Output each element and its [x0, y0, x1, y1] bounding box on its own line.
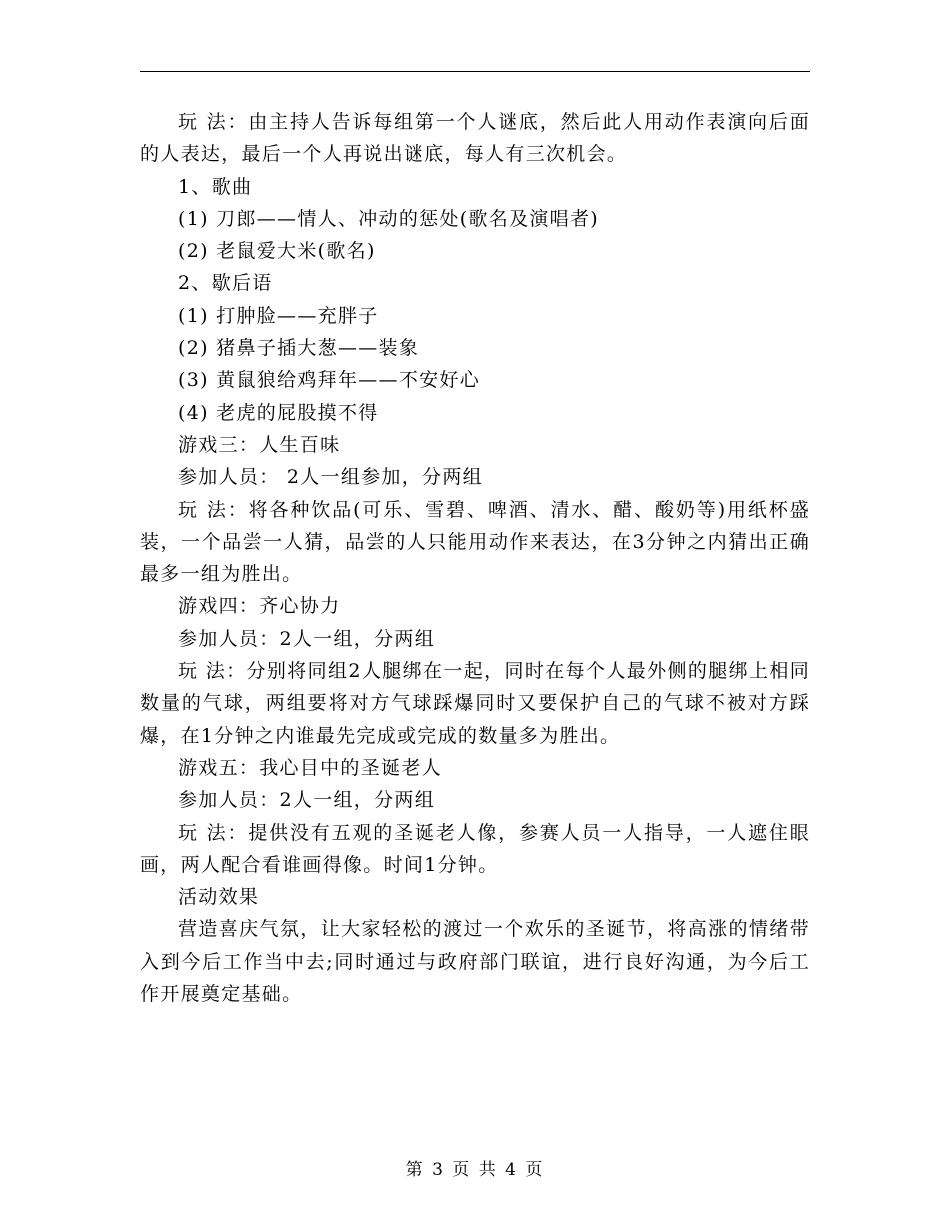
- document-body: [140, 106, 810, 1010]
- page-footer: 第 3 页 共 4 页: [405, 1160, 545, 1180]
- paragraph-effect-heading: 活动效果: [178, 886, 260, 909]
- paragraph-game-5-participants: 参加人员：2人一组，分两组: [178, 789, 435, 812]
- paragraph-song-1: (1) 刀郎——情人、冲动的惩处(歌名及演唱者): [178, 207, 599, 230]
- paragraph-game-3-gameplay: 玩 法：将各种饮品(可乐、雪碧、啤酒、清水、醋、酸奶等)用纸杯盛装，一个品尝一人猜，品尝的人只能用动作来表达，在3分钟之内猜出正确最多一组为胜出。: [140, 498, 810, 586]
- paragraph-xiehouyu-heading: 2、歇后语: [178, 272, 273, 295]
- paragraph-xiehouyu-2: (2) 猪鼻子插大葱——装象: [178, 337, 420, 360]
- paragraph-game-4-participants: 参加人员：2人一组，分两组: [178, 627, 435, 650]
- paragraph-songs-heading: 1、歌曲: [178, 175, 253, 198]
- paragraph-xiehouyu-3: (3) 黄鼠狼给鸡拜年——不安好心: [178, 369, 481, 392]
- paragraph-game-5-title: 游戏五：我心目中的圣诞老人: [178, 756, 442, 779]
- header-rule: [140, 71, 810, 72]
- paragraph-game-3-participants: 参加人员： 2人一组参加，分两组: [178, 466, 483, 489]
- paragraph-effect-body: 营造喜庆气氛，让大家轻松的渡过一个欢乐的圣诞节，将高涨的情绪带入到今后工作当中去;同时通过与政府部门联谊，进行良好沟通，为今后工作开展奠定基础。: [140, 918, 810, 1006]
- paragraph-xiehouyu-1: (1) 打肿脸——充胖子: [178, 304, 379, 327]
- paragraph-game-5-gameplay: 玩 法：提供没有五观的圣诞老人像，参赛人员一人指导，一人遮住眼画，两人配合看谁画得像。时间1分钟。: [140, 821, 810, 876]
- paragraph-xiehouyu-4: (4) 老虎的屁股摸不得: [178, 401, 379, 424]
- paragraph-game-4-title: 游戏四：齐心协力: [178, 595, 341, 618]
- paragraph-game-3-title: 游戏三：人生百味: [178, 433, 341, 456]
- paragraph-game-4-gameplay: 玩 法：分别将同组2人腿绑在一起，同时在每个人最外侧的腿绑上相同数量的气球，两组要将对方气球踩爆同时又要保护自己的气球不被对方踩爆，在1分钟之内谁最先完成或完成的数量多为胜出。: [140, 660, 810, 747]
- paragraph-song-2: (2) 老鼠爱大米(歌名): [178, 240, 376, 263]
- paragraph-gameplay-1: 玩 法：由主持人告诉每组第一个人谜底，然后此人用动作表演向后面的人表达，最后一个人再说出谜底，每人有三次机会。: [140, 111, 810, 166]
